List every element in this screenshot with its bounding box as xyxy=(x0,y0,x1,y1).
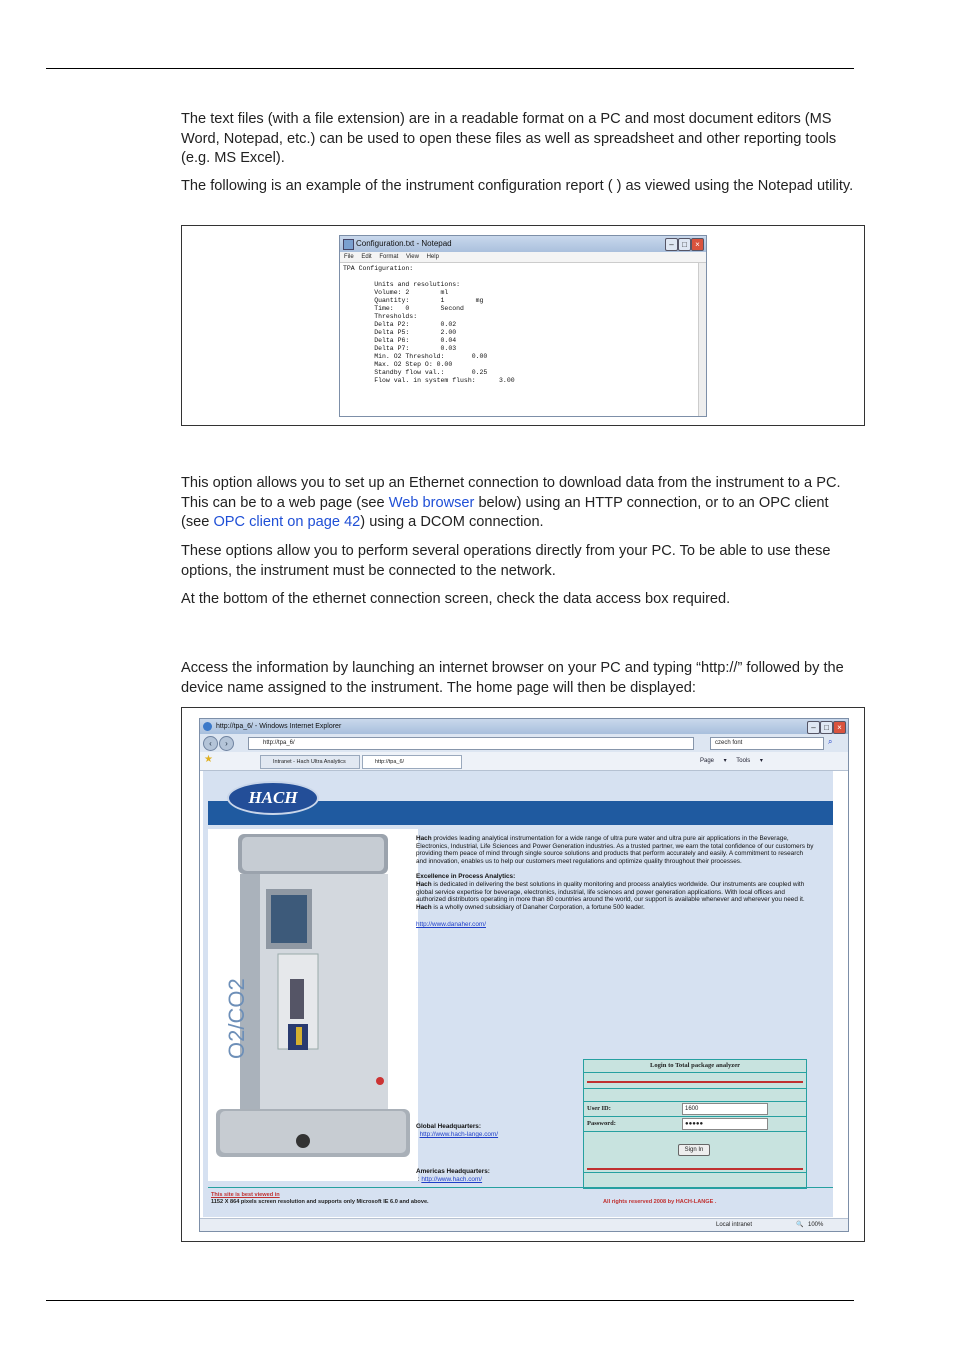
status-bar xyxy=(200,1218,848,1231)
global-hq-link[interactable]: http://www.hach-lange.com/ xyxy=(419,1131,499,1138)
minimize-icon[interactable]: – xyxy=(807,721,820,734)
instrument-image xyxy=(208,829,418,1181)
ie-title: http://tpa_6/ - Windows Internet Explorer xyxy=(216,723,342,730)
notepad-scrollbar[interactable] xyxy=(698,263,706,416)
notepad-window xyxy=(339,235,707,417)
americas-hq-link[interactable]: http://www.hach.com/ xyxy=(421,1176,483,1183)
notepad-title-bar xyxy=(340,236,706,252)
web-browser-link[interactable]: Web browser xyxy=(388,494,475,511)
footer-rule xyxy=(46,1300,854,1301)
tab-intranet-label: Intranet - Hach Ultra Analytics xyxy=(273,759,346,765)
password-row xyxy=(584,1117,806,1132)
maximize-icon[interactable]: □ xyxy=(678,238,691,251)
opc-client-link[interactable]: OPC client on page 42 xyxy=(213,514,361,530)
ethernet-text-c: ) using a DCOM connection. xyxy=(360,514,544,530)
best-viewed-link[interactable]: This site is best viewed in xyxy=(211,1192,280,1198)
search-icon[interactable]: ⌕ xyxy=(828,737,833,746)
search-input[interactable]: czech font xyxy=(710,737,824,750)
footer-line xyxy=(208,1187,833,1188)
paragraph-data-access: At the bottom of the ethernet connection screen, check the data access box required. xyxy=(181,591,731,607)
ethernet-text-b: below) using an HTTP connection, or to an OPC client (see xyxy=(181,494,829,530)
americas-hq: Americas Headquarters: : http://www.hach.com/ xyxy=(416,1168,490,1183)
forward-icon[interactable]: › xyxy=(219,736,234,751)
web-page-content xyxy=(203,771,833,1217)
danaher-link[interactable]: http://www.danaher.com/ xyxy=(416,921,486,929)
intro-bold: Hach xyxy=(416,835,432,842)
header-rule xyxy=(46,68,854,69)
minimize-icon[interactable]: – xyxy=(665,238,678,251)
command-bar[interactable]: Page ▾ Tools ▾ xyxy=(700,758,763,764)
tab-tpa-label: http://tpa_6/ xyxy=(375,759,405,765)
svg-text:O2/CO2: O2/CO2 xyxy=(224,978,249,1059)
notepad-title: Configuration.txt - Notepad xyxy=(356,239,452,248)
address-bar-row xyxy=(200,734,848,752)
close-icon[interactable]: × xyxy=(833,721,846,734)
hach-logo: HACH xyxy=(227,781,319,815)
tab-intranet[interactable] xyxy=(260,755,360,769)
sign-in-button[interactable]: Sign In xyxy=(678,1144,710,1156)
excellence-bold: Hach xyxy=(416,880,432,888)
instrument-illustration xyxy=(208,829,418,1181)
global-hq-label: Global Headquarters: xyxy=(416,1123,481,1130)
global-hq xyxy=(416,1123,498,1139)
footer-best-viewed xyxy=(211,1192,429,1206)
ie-title-bar xyxy=(200,719,848,734)
paragraph-ethernet xyxy=(181,474,861,533)
zoom-icon[interactable]: 🔍 xyxy=(796,1222,804,1228)
address-input[interactable]: http://tpa_6/ xyxy=(248,737,694,750)
notepad-figure-frame xyxy=(181,225,865,426)
zone-label: Local intranet xyxy=(716,1222,753,1228)
company-description xyxy=(416,835,814,933)
tab-bar xyxy=(200,752,848,771)
intro-text: provides leading analytical instrumentation for a wide range of ultra pure water and ultra pure air applications in the Beverage, Electronics, Industrial, Life Sciences and Power Generation industries. As a trusted partner, we earn the total confidence of our customers by providing them peace of mind through single source solutions and products that perform accurately and easily. A commitment to research and innovation, enables us to help our customers meet regulations and optimize quality throughout their processes. xyxy=(416,835,814,865)
password-label: Password: xyxy=(587,1120,616,1127)
maximize-icon[interactable]: □ xyxy=(820,721,833,734)
paragraph-text-files: The text files (with a file extension) are in a readable format on a PC and most document editors (MS Word, Notepad, etc.) can be used to open these files as well as spreadsheet and other reporting tools (e.g. MS Excel). xyxy=(181,111,837,166)
login-title: Login to Total package analyzer xyxy=(649,1062,741,1069)
login-bottom-redline xyxy=(587,1168,803,1170)
user-id-input[interactable]: 1600 xyxy=(682,1103,768,1115)
resolution-note: 1152 X 864 pixels screen resolution and supports only Microsoft IE 6.0 and above. xyxy=(211,1199,429,1205)
notepad-app-icon xyxy=(343,239,354,250)
login-box xyxy=(583,1059,807,1189)
notepad-text-area[interactable]: TPA Configuration: Units and resolutions: Volume: 2 ml Quantity: 1 mg Time: 0 Second Thresholds: Delta P2: 0.02 Delta P5: 2.00 Delta P6: 0.04 Delta P7: 0.03 Min. O2 Threshold: 0.00 Max. O2 Step O: 0.00 Standby flow val.: 0.25 Flow val. in system flush: 3.00 xyxy=(343,265,515,384)
subsidiary-text: is a wholly owned subsidiary of Danaher Corporation, a fortune 500 leader. xyxy=(431,903,645,911)
americas-hq-label: Americas Headquarters: xyxy=(416,1168,490,1175)
close-icon[interactable]: × xyxy=(691,238,704,251)
ie-app-icon xyxy=(203,722,212,731)
browser-figure-frame xyxy=(181,707,865,1242)
user-id-label: User ID: xyxy=(587,1105,611,1112)
login-empty-row xyxy=(584,1089,806,1102)
ie-window xyxy=(199,718,849,1232)
password-input[interactable]: ●●●●● xyxy=(682,1118,768,1130)
back-icon[interactable]: ‹ xyxy=(203,736,218,751)
paragraph-access-info: Access the information by launching an internet browser on your PC and typing “http://” followed by the device name assigned to the instrument. The home page will then be displayed: xyxy=(181,660,844,696)
login-title-row xyxy=(584,1060,806,1073)
user-id-row xyxy=(584,1102,806,1117)
excellence-text: is dedicated in delivering the best solutions in quality monitoring and process analytics worldwide. Our instruments are coupled with global service expertise for beverage, electronics, industrial, life sciences and power generation applications. With local offices and authorized distributors operating in more than 80 countries around the world, our support is available whenever and wherever you need it. xyxy=(416,880,805,904)
zoom-level[interactable]: 100% xyxy=(808,1222,824,1228)
tab-tpa[interactable] xyxy=(362,755,462,769)
paragraph-config-report: The following is an example of the instrument configuration report ( ) as viewed using the Notepad utility. xyxy=(181,178,854,194)
excellence-title: Excellence in Process Analytics: xyxy=(416,873,516,881)
notepad-menu-bar[interactable]: File Edit Format View Help xyxy=(340,252,706,263)
paragraph-options: These options allow you to perform several operations directly from your PC. To be able to use these options, the instrument must be connected to the network. xyxy=(181,543,831,579)
subsidiary-bold: Hach xyxy=(416,903,432,911)
ethernet-text-a: This option allows you to set up an Ethernet connection to download data from the instrument to a PC. This can be to a web page (see xyxy=(181,475,841,511)
login-top-redline xyxy=(587,1081,803,1083)
favorites-star-icon[interactable]: ★ xyxy=(204,754,213,765)
footer-rights: All rights reserved 2008 by HACH-LANGE . xyxy=(603,1199,717,1205)
login-lower-row xyxy=(584,1158,806,1173)
